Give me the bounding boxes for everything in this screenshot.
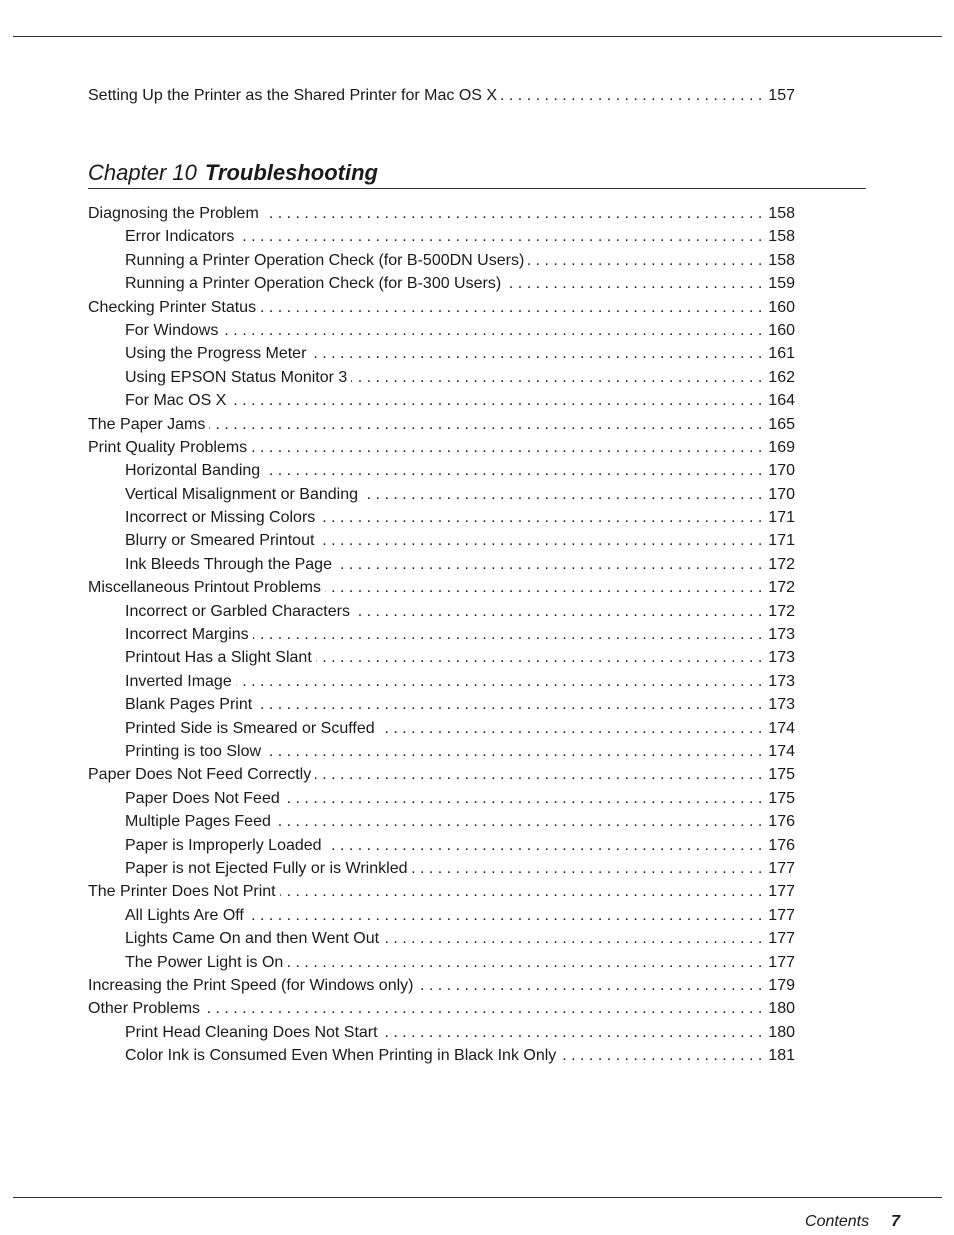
toc-leader-dots (238, 225, 762, 248)
footer-section-label: Contents (805, 1213, 870, 1230)
toc-entry-title: The Paper Jams (88, 415, 206, 433)
toc-entry-title: Paper is not Ejected Fully or is Wrinkled (125, 859, 408, 877)
toc-entry-title: Miscellaneous Printout Problems (88, 579, 321, 597)
toc-entry-title: Printed Side is Smeared or Scuffed (125, 719, 375, 737)
toc-entry[interactable] (88, 202, 795, 225)
toc-leader-dots (264, 459, 762, 482)
toc-entry-page: 177 (768, 930, 795, 948)
toc-entry-page: 159 (768, 275, 795, 293)
toc-entry-title: Vertical Misalignment or Banding (125, 485, 359, 503)
toc-entry-title: Increasing the Print Speed (for Windows only) (88, 976, 414, 994)
page-footer (805, 1212, 900, 1232)
toc-entry-title: The Power Light is On (125, 953, 284, 971)
toc-entry-title: Diagnosing the Problem (88, 205, 259, 222)
toc-leader-dots (248, 904, 762, 927)
toc-entry-page: 162 (768, 368, 795, 386)
toc-subentry[interactable] (88, 483, 795, 506)
toc-entry-title: Checking Printer Status (88, 298, 257, 316)
toc-leader-dots (204, 997, 762, 1020)
toc-leader-dots (354, 600, 762, 623)
toc-leader-dots (263, 202, 763, 225)
toc-entry-title: Multiple Pages Feed (125, 813, 271, 831)
toc-entry-page: 172 (768, 579, 795, 597)
toc-leader-dots (284, 787, 763, 810)
toc-entry-page: 164 (768, 392, 795, 410)
toc-entry-title: Setting Up the Printer as the Shared Printer for Mac OS X (88, 87, 498, 104)
toc-subentry[interactable] (88, 553, 795, 576)
toc-leader-dots (528, 249, 762, 272)
toc-entry-title: Running a Printer Operation Check (for B-500DN Users) (125, 251, 525, 269)
toc-entry-page: 158 (768, 205, 795, 222)
toc-leader-dots (287, 951, 762, 974)
toc-subentry[interactable] (88, 342, 795, 365)
toc-entry[interactable] (88, 296, 795, 319)
toc-entry[interactable] (88, 413, 795, 436)
toc-entry-page: 172 (768, 555, 795, 573)
toc-leader-dots (310, 342, 762, 365)
toc-entry-title: Printing is too Slow (125, 742, 262, 760)
toc-entry-title: Print Quality Problems (88, 438, 248, 456)
toc-subentry[interactable] (88, 225, 795, 248)
toc-subentry[interactable] (88, 249, 795, 272)
toc-subentry[interactable] (88, 600, 795, 623)
toc-leader-dots (362, 483, 762, 506)
toc-leader-dots (351, 366, 762, 389)
toc-entry-page: 177 (768, 859, 795, 877)
toc-entry-title: Ink Bleeds Through the Page (125, 555, 332, 573)
toc-leader-dots (325, 576, 762, 599)
toc-subentry[interactable] (88, 646, 795, 669)
toc-subentry[interactable] (88, 1021, 795, 1044)
toc-entry-title: Error Indicators (125, 228, 235, 246)
toc-subentry[interactable] (88, 787, 795, 810)
toc-subentry[interactable] (88, 389, 795, 412)
toc-subentry[interactable] (88, 740, 795, 763)
toc-leader-dots (236, 670, 763, 693)
toc-entry-page: 174 (768, 719, 795, 737)
toc-entry-title: Incorrect Margins (125, 626, 249, 644)
toc-entry-title: Paper is Improperly Loaded (125, 836, 322, 854)
toc-entry-page: 179 (768, 976, 795, 994)
toc-leader-dots (230, 389, 762, 412)
toc-leader-dots (275, 810, 762, 833)
toc-entry-title: Inverted Image (125, 672, 232, 690)
toc-entry[interactable] (88, 763, 795, 786)
toc-entry-title: Color Ink is Consumed Even When Printing in Black Ink Only (125, 1047, 557, 1065)
toc-leader-dots (251, 436, 762, 459)
toc-entry[interactable] (88, 576, 795, 599)
toc-entry-title: Paper Does Not Feed (125, 789, 280, 807)
toc-entry-page: 158 (768, 251, 795, 269)
toc-entry-page: 173 (768, 696, 795, 714)
toc-subentry[interactable] (88, 670, 795, 693)
toc-entry-page: 160 (768, 298, 795, 316)
toc-leader-dots (505, 272, 762, 295)
toc-leader-dots (260, 296, 762, 319)
toc-subentry[interactable] (88, 272, 795, 295)
toc-entry-page: 165 (768, 415, 795, 433)
toc-subentry[interactable] (88, 459, 795, 482)
toc-entry[interactable] (88, 880, 795, 903)
toc-list (88, 202, 795, 1067)
toc-leader-dots (280, 880, 763, 903)
toc-leader-dots (316, 646, 763, 669)
toc-entry-title: All Lights Are Off (125, 906, 244, 924)
toc-pre-entry (88, 84, 795, 107)
footer-page-number: 7 (891, 1213, 900, 1230)
toc-entry-page: 160 (768, 321, 795, 339)
toc-subentry[interactable] (88, 904, 795, 927)
toc-leader-dots (501, 84, 762, 107)
toc-leader-dots (326, 834, 763, 857)
toc-entry-title: Using the Progress Meter (125, 345, 307, 363)
footer-rule (13, 1197, 942, 1198)
toc-entry-title: Blurry or Smeared Printout (125, 532, 315, 550)
toc-subentry[interactable] (88, 1044, 795, 1067)
toc-entry-title: Running a Printer Operation Check (for B-300 Users) (125, 275, 502, 293)
toc-subentry[interactable] (88, 319, 795, 342)
toc-leader-dots (256, 693, 762, 716)
toc-leader-dots (417, 974, 762, 997)
toc-entry-title: Print Head Cleaning Does Not Start (125, 1023, 378, 1041)
toc-leader-dots (253, 623, 763, 646)
toc-entry[interactable] (88, 84, 795, 107)
toc-entry[interactable] (88, 436, 795, 459)
chapter-title: Troubleshooting (204, 160, 378, 185)
toc-entry-page: 161 (768, 345, 795, 363)
toc-subentry[interactable] (88, 857, 795, 880)
toc-leader-dots (411, 857, 762, 880)
toc-subentry[interactable] (88, 810, 795, 833)
toc-entry-page: 171 (768, 532, 795, 550)
toc-subentry[interactable] (88, 693, 795, 716)
toc-leader-dots (560, 1044, 762, 1067)
toc-entry-title: Blank Pages Print (125, 696, 253, 714)
toc-entry-page: 174 (768, 742, 795, 760)
toc-subentry[interactable] (88, 529, 795, 552)
toc-entry-page: 157 (768, 87, 795, 104)
toc-entry-page: 169 (768, 438, 795, 456)
toc-entry-page: 171 (768, 509, 795, 527)
toc-entry-page: 173 (768, 626, 795, 644)
toc-entry-title: Other Problems (88, 1000, 201, 1018)
toc-leader-dots (336, 553, 762, 576)
toc-subentry[interactable] (88, 717, 795, 740)
toc-entry-page: 175 (768, 789, 795, 807)
toc-leader-dots (209, 413, 762, 436)
toc-entry-page: 177 (768, 906, 795, 924)
toc-entry-title: For Mac OS X (125, 392, 227, 410)
chapter-label: Chapter 10 (88, 160, 197, 185)
toc-subentry[interactable] (88, 951, 795, 974)
toc-leader-dots (265, 740, 762, 763)
toc-leader-dots (383, 927, 762, 950)
toc-leader-dots (315, 763, 762, 786)
toc-entry-page: 173 (768, 672, 795, 690)
toc-entry-title: Paper Does Not Feed Correctly (88, 766, 312, 784)
toc-entry-title: For Windows (125, 321, 219, 339)
toc-entry-page: 176 (768, 836, 795, 854)
toc-entry-title: Horizontal Banding (125, 462, 261, 480)
toc-entry-page: 177 (768, 883, 795, 901)
toc-entry-page: 180 (768, 1023, 795, 1041)
toc-entry-title: The Printer Does Not Print (88, 883, 276, 901)
chapter-heading (88, 158, 866, 189)
toc-entry-title: Using EPSON Status Monitor 3 (125, 368, 348, 386)
toc-entry-page: 177 (768, 953, 795, 971)
toc-entry-page: 170 (768, 462, 795, 480)
toc-entry-title: Incorrect or Garbled Characters (125, 602, 350, 620)
toc-entry-page: 181 (768, 1047, 795, 1065)
toc-entry-page: 172 (768, 602, 795, 620)
toc-subentry[interactable] (88, 623, 795, 646)
toc-entry[interactable] (88, 997, 795, 1020)
toc-entry-title: Printout Has a Slight Slant (125, 649, 312, 667)
toc-entry-page: 175 (768, 766, 795, 784)
toc-leader-dots (379, 717, 763, 740)
toc-entry-page: 176 (768, 813, 795, 831)
toc-entry-title: Lights Came On and then Went Out (125, 930, 380, 948)
toc-subentry[interactable] (88, 506, 795, 529)
toc-entry-page: 170 (768, 485, 795, 503)
header-rule (13, 36, 942, 37)
toc-leader-dots (382, 1021, 763, 1044)
toc-entry-page: 173 (768, 649, 795, 667)
toc-entry-page: 158 (768, 228, 795, 246)
toc-leader-dots (222, 319, 762, 342)
toc-leader-dots (318, 529, 762, 552)
toc-entry[interactable] (88, 974, 795, 997)
toc-subentry[interactable] (88, 927, 795, 950)
toc-entry-page: 180 (768, 1000, 795, 1018)
toc-subentry[interactable] (88, 366, 795, 389)
toc-subentry[interactable] (88, 834, 795, 857)
toc-leader-dots (319, 506, 762, 529)
toc-entry-title: Incorrect or Missing Colors (125, 509, 316, 527)
